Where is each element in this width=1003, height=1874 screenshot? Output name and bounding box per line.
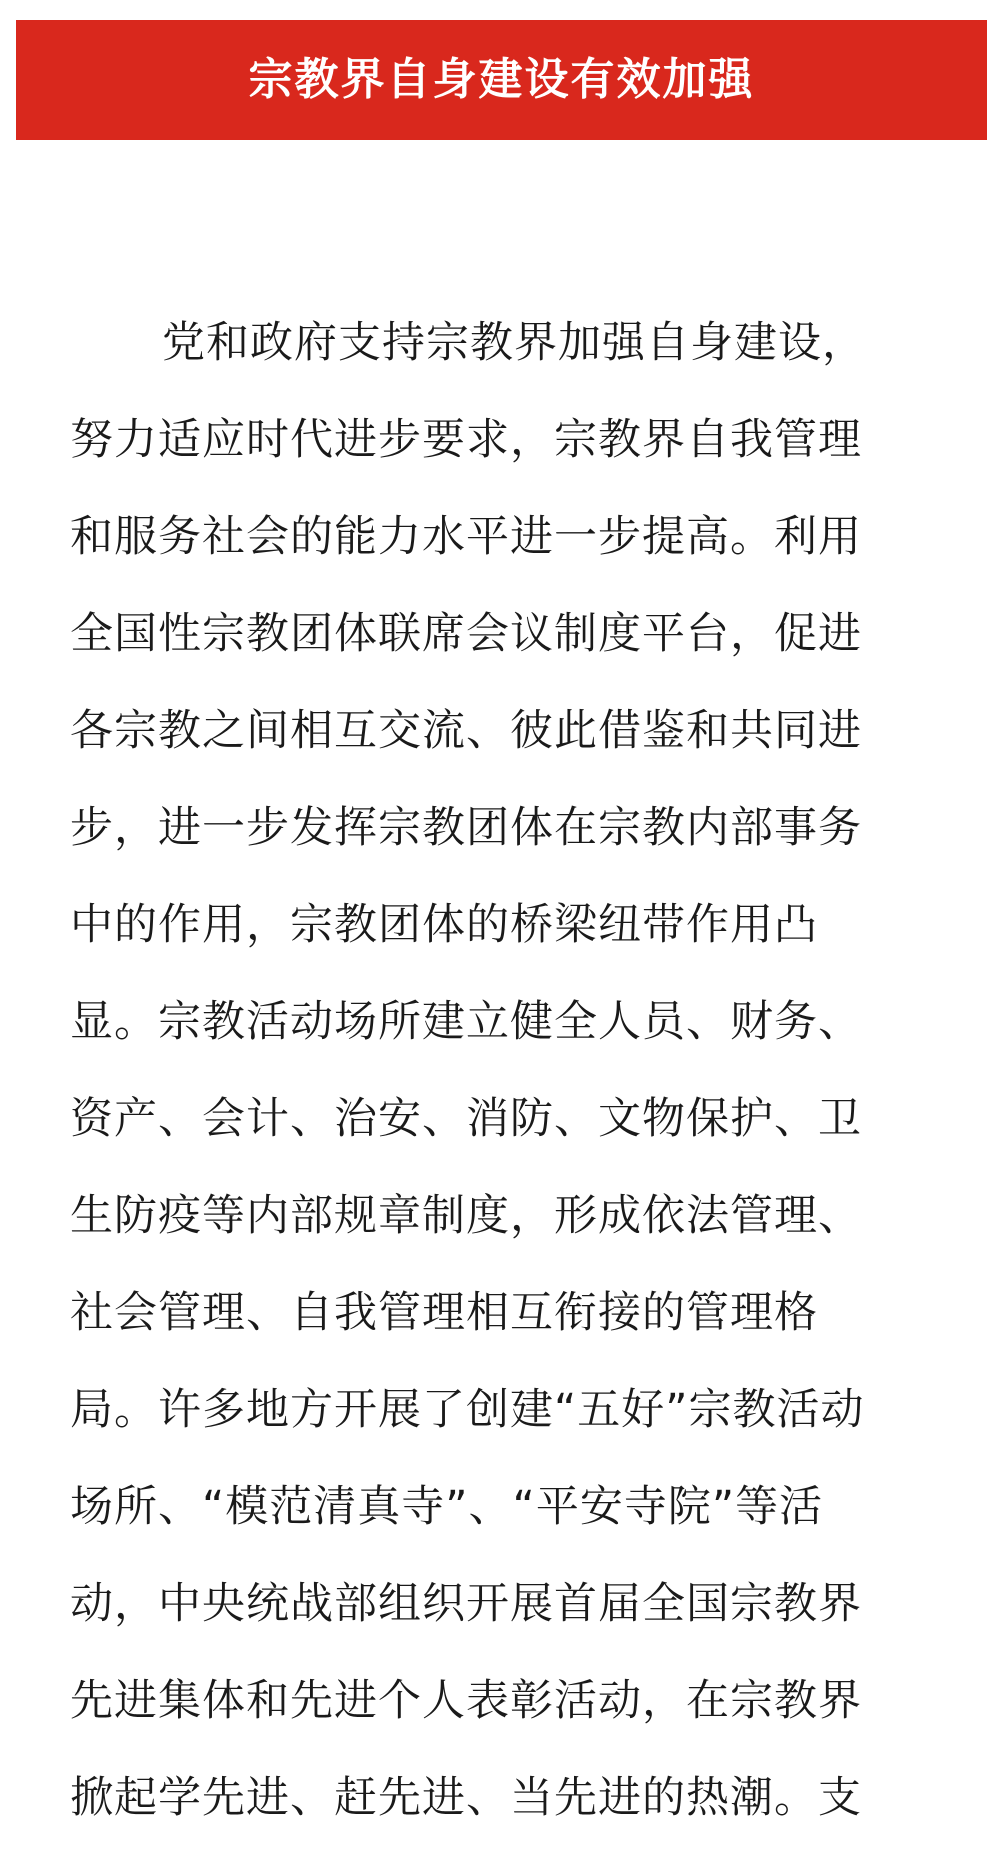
article-line: 各宗教之间相互交流、彼此借鉴和共同进 <box>70 706 862 756</box>
article-line: 全国性宗教团体联席会议制度平台，促进 <box>70 609 862 659</box>
article-line: 局。许多地方开展了创建“五好”宗教活动 <box>70 1385 865 1435</box>
header-title: 宗教界自身建设有效加强 <box>248 54 755 105</box>
article-line: 党和政府支持宗教界加强自身建设， <box>162 318 866 368</box>
article-line: 场所、“模范清真寺”、“平安寺院”等活 <box>70 1482 824 1532</box>
article-line: 努力适应时代进步要求，宗教界自我管理 <box>70 415 862 465</box>
article-line: 先进集体和先进个人表彰活动，在宗教界 <box>70 1676 862 1726</box>
article-line: 步，进一步发挥宗教团体在宗教内部事务 <box>70 803 862 853</box>
article-body <box>70 318 932 1874</box>
article-line: 中的作用，宗教团体的桥梁纽带作用凸 <box>70 900 818 950</box>
article-line: 社会管理、自我管理相互衔接的管理格 <box>70 1288 818 1338</box>
article-line: 动，中央统战部组织开展首届全国宗教界 <box>70 1579 862 1629</box>
article-line: 掀起学先进、赶先进、当先进的热潮。支 <box>70 1773 862 1823</box>
article-line: 生防疫等内部规章制度，形成依法管理、 <box>70 1191 862 1241</box>
article-line: 和服务社会的能力水平进一步提高。利用 <box>70 512 862 562</box>
article-line: 资产、会计、治安、消防、文物保护、卫 <box>70 1094 862 1144</box>
header-banner <box>16 20 987 140</box>
article-line: 显。宗教活动场所建立健全人员、财务、 <box>70 997 862 1047</box>
